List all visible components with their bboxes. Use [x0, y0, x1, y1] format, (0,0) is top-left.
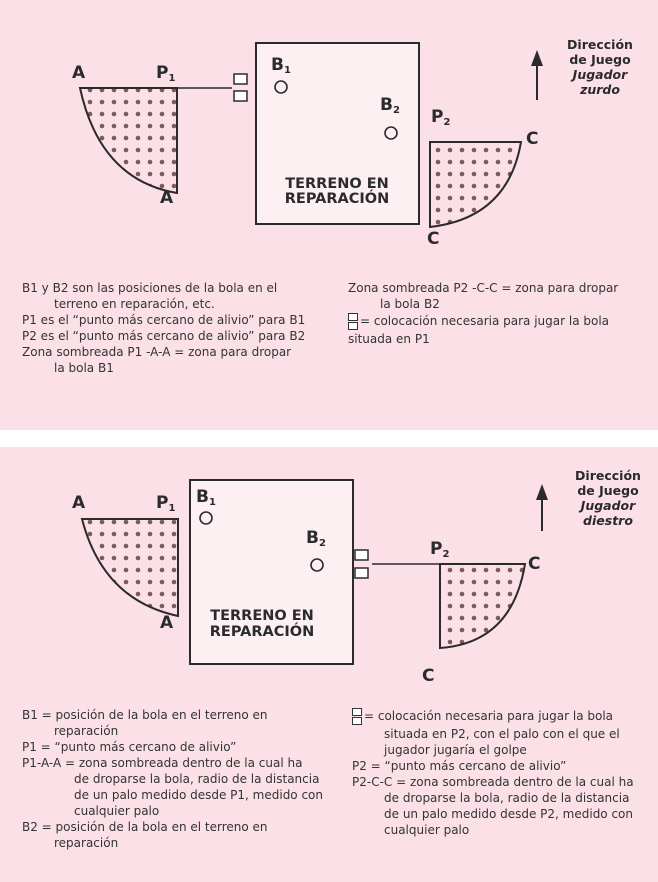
legend-line: de un palo medido desde P2, medido con [384, 807, 634, 821]
legend-line: jugador jugaría el golpe [384, 743, 527, 757]
stance-squares-icon [234, 74, 247, 101]
label-b1: B1 [196, 487, 216, 508]
direction-arrow-icon [536, 484, 548, 531]
stance-squares-icon [348, 312, 358, 331]
legend-line: Zona sombreada P2 -C-C = zona para dropar [348, 281, 619, 295]
label-b2: B2 [380, 95, 400, 116]
legend-line: P2 es el “punto más cercano de alivio” para B2 [22, 329, 306, 343]
legend-line: = colocación necesaria para jugar la bola [364, 709, 614, 723]
legend-line: B2 = posición de la bola en el terreno en [22, 820, 268, 834]
legend-line: la bola B1 [54, 361, 114, 375]
label-b2: B2 [306, 528, 326, 549]
direction-label [558, 468, 658, 528]
label-b1: B1 [271, 55, 291, 76]
drop-zone-p1-a-a [80, 88, 177, 193]
legend-line: reparación [54, 836, 119, 850]
player-type-line-1: Jugador [572, 67, 628, 82]
direction-line-2: de Juego [569, 52, 631, 67]
legend-left [22, 280, 305, 376]
label-c-bottom: C [427, 229, 440, 249]
label-a-top: A [72, 63, 86, 83]
legend-line: P1 es el “punto más cercano de alivio” para B1 [22, 313, 306, 327]
legend-line: de un palo medido desde P1, medido con [74, 788, 324, 802]
legend-line: de droparse la bola, radio de la distancia [74, 772, 320, 786]
stance-squares-icon [355, 550, 368, 578]
legend-line: P2 = “punto más cercano de alivio” [352, 759, 567, 773]
legend-line: P1 = “punto más cercano de alivio” [22, 740, 237, 754]
legend-line: P2-C-C = zona sombreada dentro de la cual ha [352, 775, 634, 789]
legend-line: cualquier palo [74, 804, 160, 818]
legend-right [352, 707, 634, 838]
drop-zone-p1-a-a [82, 519, 178, 616]
label-c-right: C [526, 129, 539, 149]
legend-line: P1-A-A = zona sombreada dentro de la cual ha [22, 756, 303, 770]
label-p1: P1 [156, 493, 176, 514]
repair-ground-title-2: REPARACIÓN [284, 191, 390, 207]
label-a-bottom: A [160, 613, 174, 633]
legend-line: situada en P1 [348, 332, 430, 346]
direction-label [548, 37, 652, 97]
legend-line: = colocación necesaria para jugar la bola [360, 314, 610, 328]
label-c-right: C [528, 554, 541, 574]
label-p2: P2 [430, 539, 450, 560]
direction-arrow-icon [531, 50, 543, 100]
label-a-top: A [72, 493, 86, 513]
label-p2: P2 [431, 107, 451, 128]
legend-line: Zona sombreada P1 -A-A = zona para dropar [22, 345, 292, 359]
repair-ground-title-2: REPARACIÓN [209, 624, 315, 640]
drop-zone-p2-c-c [430, 142, 521, 227]
legend-right [348, 280, 618, 347]
player-type-line-1: Jugador [580, 498, 636, 513]
label-a-bottom: A [160, 188, 174, 208]
repair-ground-title-1: TERRENO EN [210, 608, 314, 624]
legend-line: cualquier palo [384, 823, 470, 837]
repair-ground-title-1: TERRENO EN [285, 176, 389, 192]
legend-line: reparación [54, 724, 119, 738]
legend-line: B1 = posición de la bola en el terreno en [22, 708, 268, 722]
direction-line-2: de Juego [577, 483, 639, 498]
direction-line-1: Dirección [567, 37, 633, 52]
stance-squares-icon [352, 707, 362, 726]
legend-line: terreno en reparación, etc. [54, 297, 215, 311]
legend-line: B1 y B2 son las posiciones de la bola en el [22, 281, 278, 295]
player-type-line-2: diestro [583, 513, 633, 528]
legend-left [22, 707, 323, 851]
legend-line: de droparse la bola, radio de la distancia [384, 791, 630, 805]
direction-line-1: Dirección [575, 468, 641, 483]
legend-line: situada en P2, con el palo con el que el [384, 727, 620, 741]
label-p1: P1 [156, 63, 176, 84]
legend-line: la bola B2 [380, 297, 440, 311]
drop-zone-p2-c-c [440, 564, 525, 648]
player-type-line-2: zurdo [580, 82, 620, 97]
label-c-bottom: C [422, 666, 435, 686]
